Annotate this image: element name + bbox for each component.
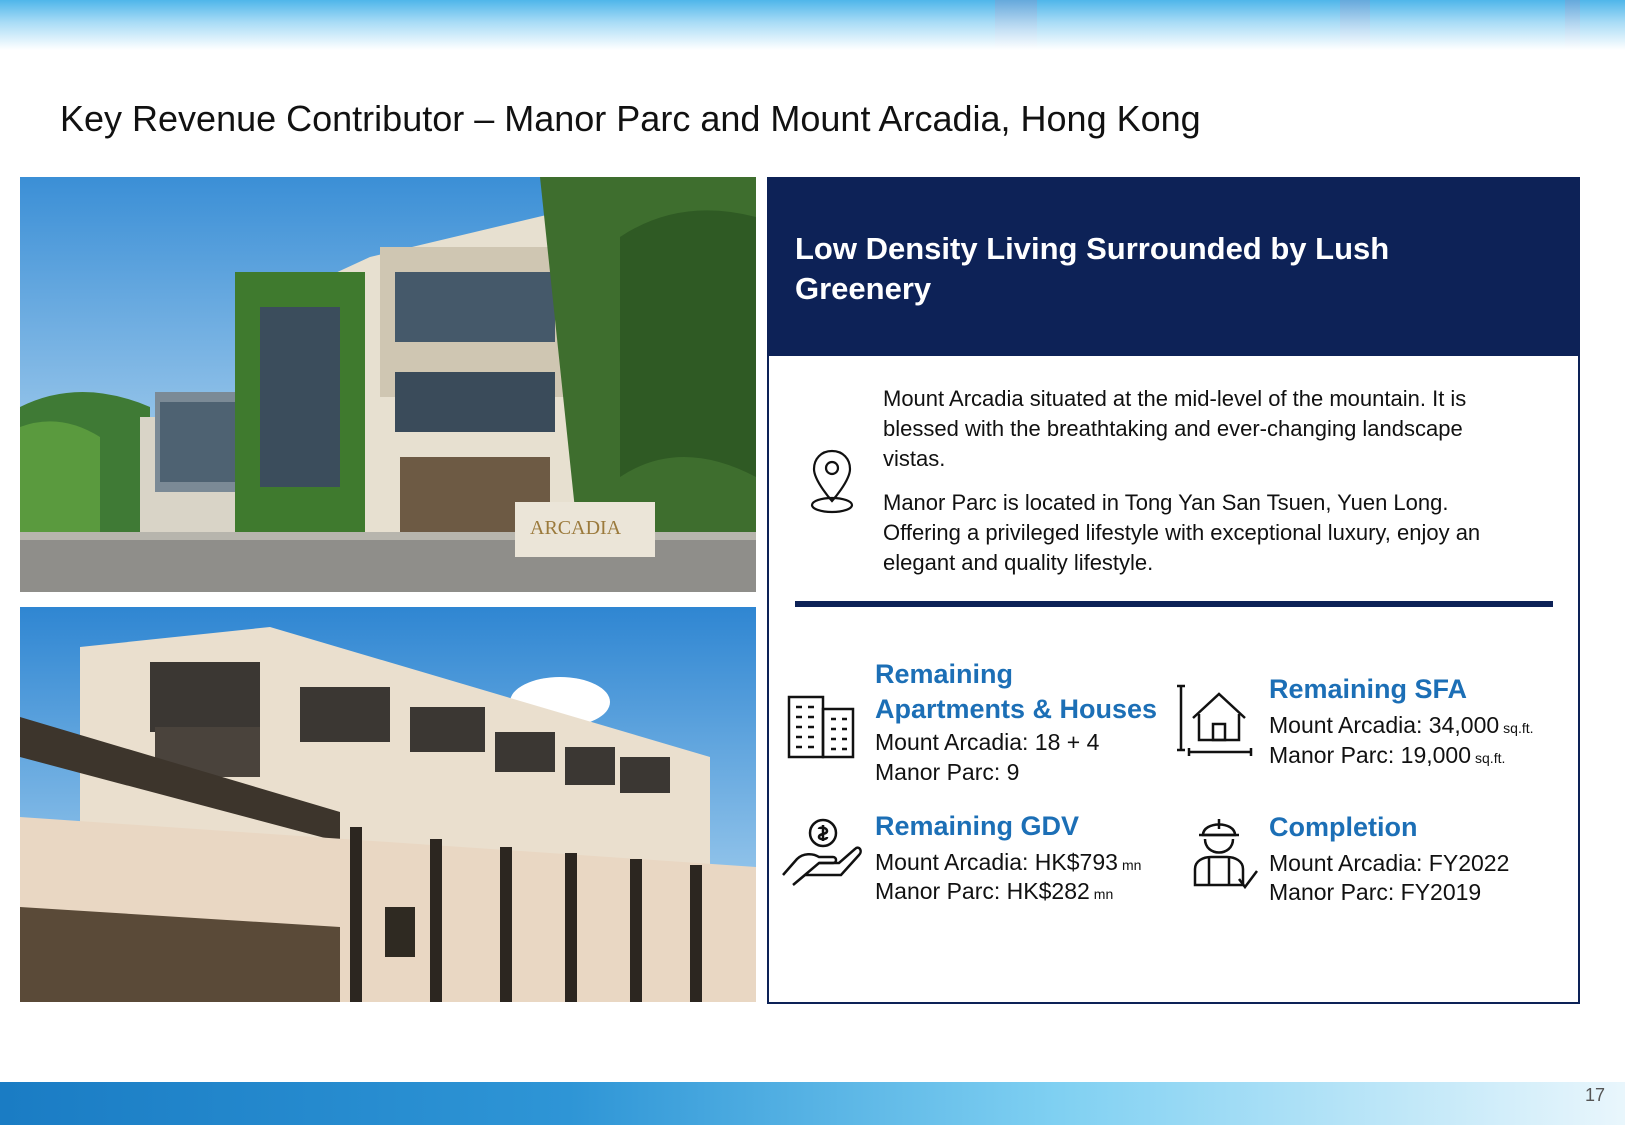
gdv-title: Remaining GDV	[875, 811, 1080, 841]
money-hand-icon	[779, 817, 863, 894]
map-pin-icon	[809, 447, 855, 520]
sfa-title: Remaining SFA	[1269, 674, 1468, 704]
page-title: Key Revenue Contributor – Manor Parc and Mount Arcadia, Hong Kong	[60, 98, 1201, 139]
sfa-value: Manor Parc: 19,000 sq.ft.	[1269, 742, 1506, 768]
description-paragraph: Mount Arcadia situated at the mid-level of the mountain. It is blessed with the breathtaking and ever-changing landscape vistas.	[883, 386, 1467, 471]
units-title: Remaining	[875, 659, 1014, 689]
band-block	[1340, 0, 1370, 50]
band-block	[1565, 0, 1580, 50]
top-decorative-band	[0, 0, 1625, 50]
description	[883, 384, 1523, 592]
page-number: 17	[1584, 1085, 1605, 1105]
worker-icon	[1187, 813, 1259, 898]
bottom-decorative-band	[0, 1082, 1625, 1125]
completion-value: Mount Arcadia: FY2022	[1269, 850, 1510, 876]
panel-header	[769, 179, 1578, 356]
manor-parc-photo	[20, 607, 756, 1002]
gdv-value: Mount Arcadia: HK$793 mn	[875, 849, 1142, 875]
mount-arcadia-photo	[20, 177, 756, 592]
section-divider	[795, 601, 1553, 607]
arcadia-sign: ARCADIA	[530, 517, 622, 539]
sfa-value: Mount Arcadia: 34,000 sq.ft.	[1269, 712, 1534, 738]
units-title: Apartments & Houses	[875, 694, 1158, 724]
buildings-icon	[783, 691, 857, 766]
completion-title: Completion	[1269, 812, 1418, 842]
band-block	[995, 0, 1037, 50]
info-panel	[767, 177, 1580, 1004]
house-icon	[1177, 682, 1253, 763]
gdv-value: Manor Parc: HK$282 mn	[875, 878, 1114, 904]
units-value: Mount Arcadia: 18 + 4	[875, 729, 1100, 755]
description-paragraph: Manor Parc is located in Tong Yan San Tsuen, Yuen Long. Offering a privileged lifestyle with exceptional luxury, enjoy an elegant and quality lifestyle.	[883, 490, 1481, 575]
units-value: Manor Parc: 9	[875, 759, 1020, 785]
panel-heading: Low Density Living Surrounded by Lush Greenery	[795, 231, 1390, 306]
completion-value: Manor Parc: FY2019	[1269, 879, 1482, 905]
